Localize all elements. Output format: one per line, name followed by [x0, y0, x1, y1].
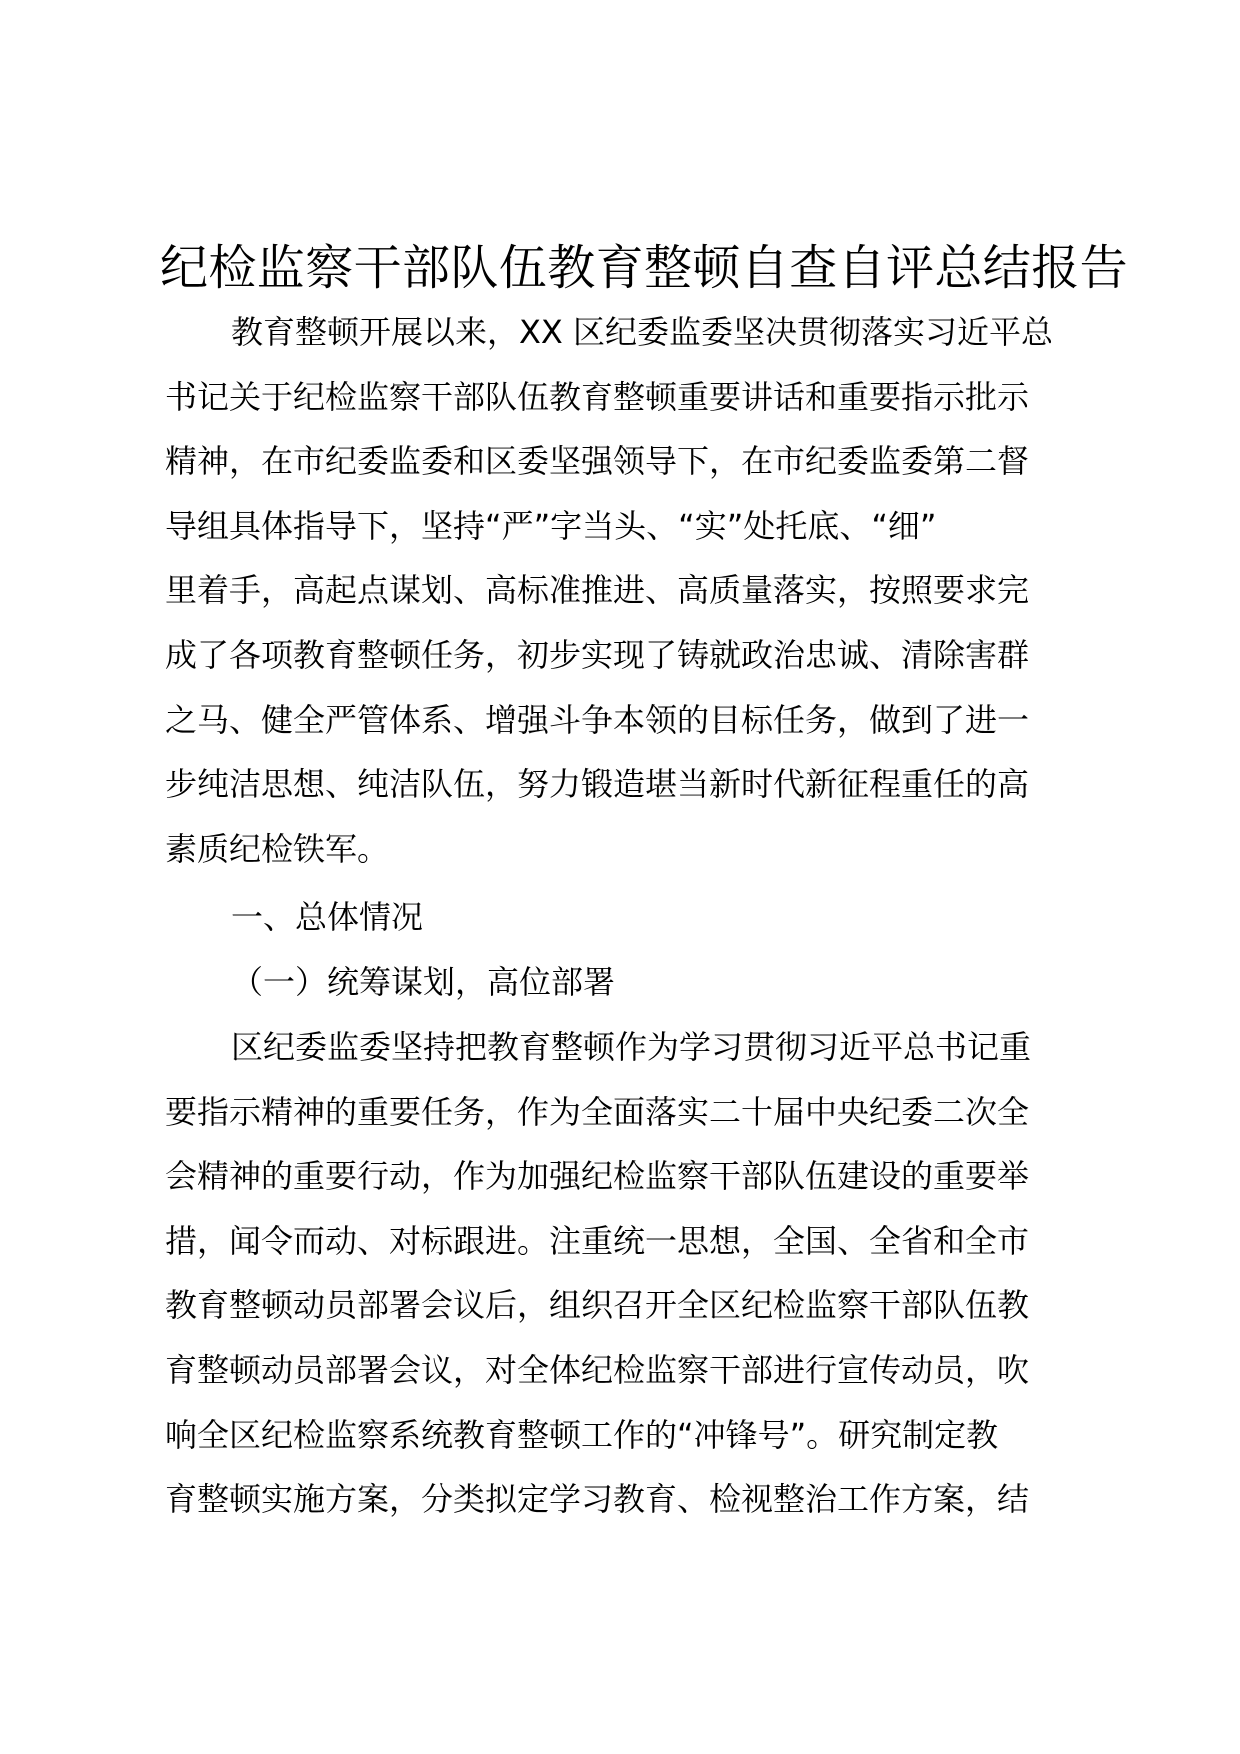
- paragraph-line: 书记关于纪检监察干部队伍教育整顿重要讲话和重要指示批示: [165, 377, 1030, 416]
- paragraph-line: 措，闻令而动、对标跟进。注重统一思想，全国、全省和全市: [165, 1221, 1030, 1260]
- paragraph-line: 教育整顿开展以来，XX 区纪委监委坚决贯彻落实习近平总: [231, 313, 1054, 351]
- paragraph-line: 导组具体指导下，坚持“严”字当头、“实”处托底、“细”: [165, 506, 937, 545]
- paragraph-line: 区纪委监委坚持把教育整顿作为学习贯彻习近平总书记重: [231, 1028, 1032, 1066]
- paragraph-line: 精神，在市纪委监委和区委坚强领导下，在市纪委监委第二督: [165, 442, 1030, 481]
- subsection-heading: [165, 950, 1080, 1015]
- paragraph-line: 素质纪检铁军。: [165, 829, 390, 868]
- paragraph-line: 之马、健全严管体系、增强斗争本领的目标任务，做到了进一: [165, 700, 1030, 739]
- paragraph-line: 育整顿动员部署会议，对全体纪检监察干部进行宣传动员，吹: [165, 1350, 1030, 1389]
- section-heading-text: 一、总体情况: [231, 898, 424, 936]
- paragraph-line: 要指示精神的重要任务，作为全面落实二十届中央纪委二次全: [165, 1092, 1030, 1131]
- paragraph-line: 教育整顿动员部署会议后，组织召开全区纪检监察干部队伍教: [165, 1286, 1030, 1325]
- paragraph-line: 响全区纪检监察系统教育整顿工作的“冲锋号”。研究制定教: [165, 1415, 999, 1454]
- section-heading: [165, 885, 1080, 950]
- paragraph-line: 成了各项教育整顿任务，初步实现了铸就政治忠诚、清除害群: [165, 635, 1030, 674]
- paragraph-line: 里着手，高起点谋划、高标准推进、高质量落实，按照要求完: [165, 571, 1030, 610]
- document-title: 纪检监察干部队伍教育整顿自查自评总结报告: [160, 240, 1129, 296]
- subsection-heading-text: （一）统筹谋划，高位部署: [231, 963, 616, 1001]
- paragraph-line: 育整顿实施方案，分类拟定学习教育、检视整治工作方案，结: [165, 1480, 1030, 1519]
- paragraph-line: 会精神的重要行动，作为加强纪检监察干部队伍建设的重要举: [165, 1157, 1030, 1196]
- paragraph-line: 步纯洁思想、纯洁队伍，努力锻造堪当新时代新征程重任的高: [165, 765, 1030, 804]
- intro-paragraph: [165, 300, 1080, 881]
- section-paragraph: [165, 1015, 1080, 1532]
